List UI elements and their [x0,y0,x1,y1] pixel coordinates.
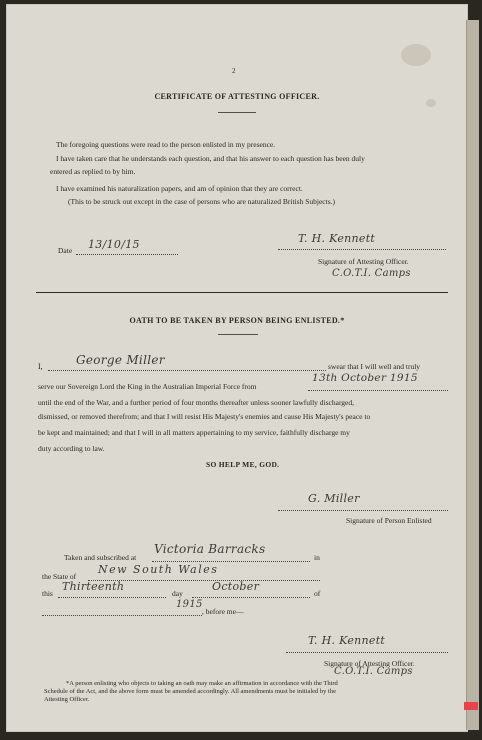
red-tab-marker [464,702,478,710]
attesting-unit: C.O.T.I. Camps [334,666,413,677]
certificate-para-2-cont: entered as replied to by him. [50,167,136,176]
taken-label: Taken and subscribed at [64,553,137,562]
footnote-line-3: Attesting Officer. [44,696,90,703]
state-label: the State of [42,572,77,581]
oath-i-label: I, [38,362,43,371]
oath-heading: OATH TO BE TAKEN BY PERSON BEING ENLISTED.* [129,316,345,325]
certificate-heading: CERTIFICATE OF ATTESTING OFFICER. [154,92,320,101]
so-help-me-god: SO HELP ME, GOD. [206,460,280,469]
day-line [58,597,166,598]
heading-underline [218,112,256,113]
officer-signature: T. H. Kennett [298,232,376,245]
from-date-line [308,390,448,391]
date-line [76,254,178,255]
oath-line-4: dismissed, or removed therefrom; and that I will resist His Majesty's enemies and cause His Majesty's peace to [38,412,371,421]
name-line [48,370,326,371]
date-label: Date [58,246,73,255]
in-label: in [314,553,320,562]
person-signature-label: Signature of Person Enlisted [346,516,432,525]
year-suffix: 1915 [176,599,203,610]
before-me: , before me— [202,607,244,616]
person-signature-line [278,510,448,511]
attesting-signature-line [286,652,448,653]
date-value: 13/10/15 [88,238,140,251]
oath-from-date: 13th October 1915 [312,372,418,384]
oath-line-5: be kept and maintained; and that I will in all matters appertaining to my service, faithfully discharge my [38,428,350,437]
certificate-para-4: (This to be struck out except in the case of persons who are naturalized British Subjects.) [68,197,336,206]
officer-unit: C.O.T.I. Camps [332,268,411,279]
place-value: Victoria Barracks [154,542,266,556]
oath-line-3: until the end of the War, and a further period of four months thereafter unless sooner lawfully discharged, [38,398,355,407]
footnote-line-1: *A person enlisting who objects to taking an oath may make an affirmation in accordance with the Third [66,680,338,687]
document-page [6,4,468,732]
day-label: day [172,589,183,598]
place-line [152,561,310,562]
attesting-signature-label: Signature of Attesting Officer. [324,659,415,668]
enlistee-name: George Miller [76,353,165,367]
certificate-para-2: I have taken care that he understands each question, and that his answer to each question has been duly [56,154,365,163]
footnote-line-2: Schedule of the Act, and the above form must be amended accordingly. All amendments must be initialed by the [44,688,337,695]
month-line [192,597,310,598]
state-value: New South Wales [98,563,219,576]
year-line [42,615,202,616]
paper-stain [401,44,431,66]
page-edge [466,20,479,730]
officer-signature-label: Signature of Attesting Officer. [318,257,409,266]
section-divider [36,292,448,293]
day-value: Thirteenth [62,580,125,593]
officer-signature-line [278,249,446,250]
of-label: of [314,589,321,598]
this-label: this [42,589,53,598]
certificate-para-1: The foregoing questions were read to the person enlisted in my presence. [56,140,276,149]
oath-heading-underline [218,334,258,335]
oath-line-6: duty according to law. [38,444,105,453]
person-signature: G. Miller [308,492,360,505]
page-number: 2 [232,67,236,75]
certificate-para-3: I have examined his naturalization papers, and am of opinion that they are correct. [56,184,303,193]
attesting-signature: T. H. Kennett [308,634,386,647]
oath-line-2: serve our Sovereign Lord the King in the Australian Imperial Force from [38,382,257,391]
month-value: October [212,580,260,593]
oath-line-1: swear that I will well and truly [328,362,421,371]
